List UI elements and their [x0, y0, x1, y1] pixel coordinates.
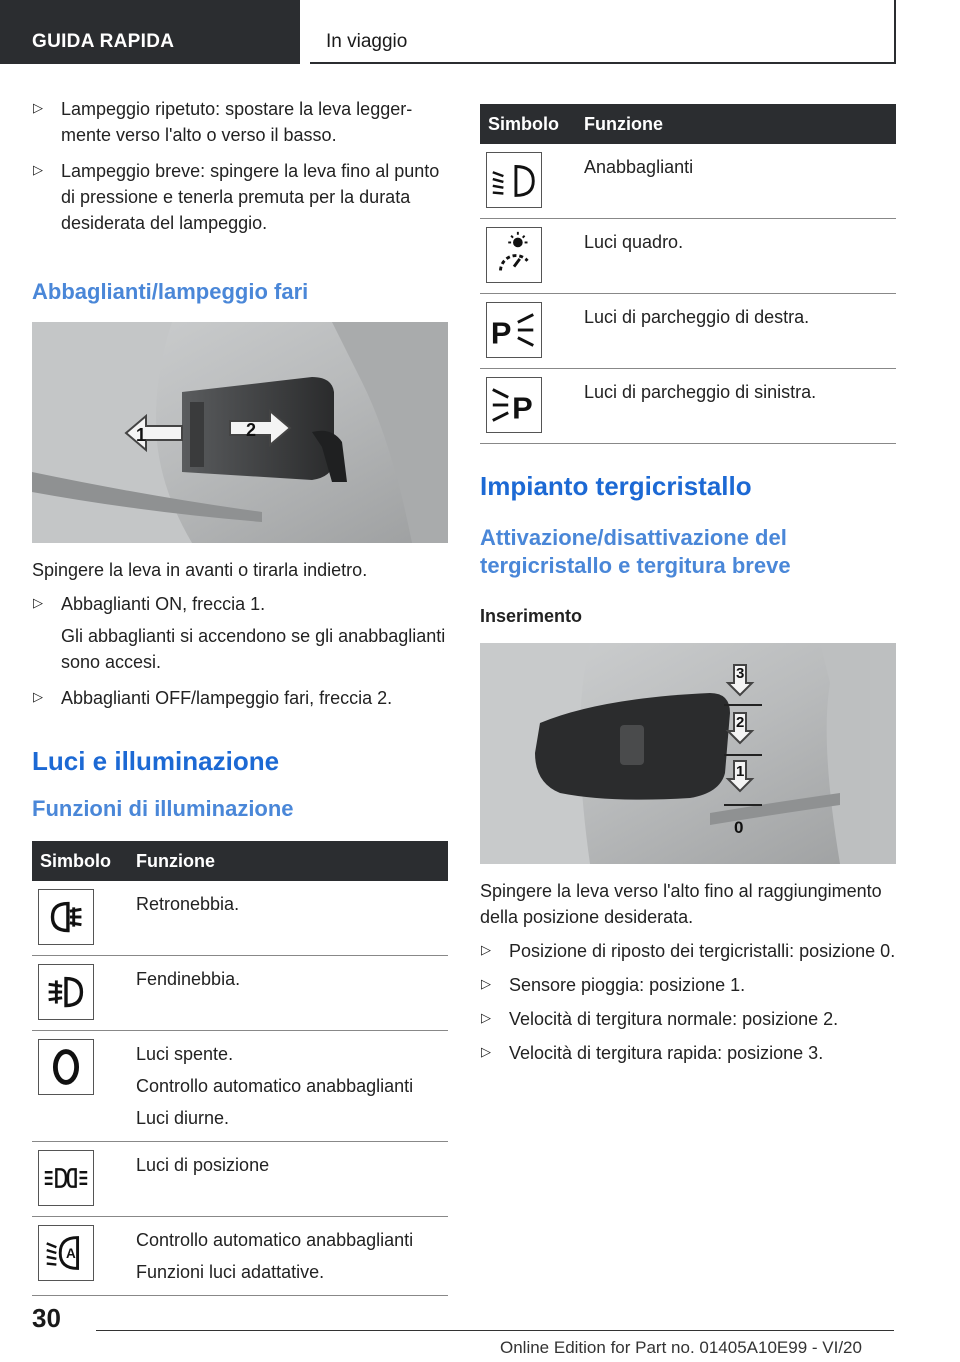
- wiper-lever-photo: [480, 643, 896, 864]
- function-text: Luci di parcheggio di destra.: [584, 307, 810, 327]
- lights-heading: Luci e illuminazione: [32, 746, 280, 776]
- high-beam-heading: Abbaglianti/lampeggio fari: [32, 279, 309, 304]
- list-item: ▷ Lampeggio breve: spingere la leva fino al punto di pressione e tenerla premuta per la durata desiderata del lampeggio.: [32, 158, 448, 236]
- table-row: [480, 294, 896, 369]
- edition-note: Online Edition for Part no. 01405A10E99 - VI/20: [500, 1338, 862, 1357]
- footer-divider: [96, 1330, 894, 1331]
- section-title: GUIDA RAPIDA: [32, 31, 175, 52]
- list-item: ▷ Sensore pioggia: posizione 1.: [480, 972, 896, 998]
- function-text: Funzioni luci adattative.: [136, 1262, 325, 1282]
- table-row: [32, 881, 448, 956]
- table-row: [32, 1142, 448, 1217]
- table-row: [32, 1031, 448, 1142]
- low-beam-icon: [486, 152, 542, 208]
- function-text: Retronebbia.: [136, 894, 240, 914]
- auto-headlight-icon: [38, 1225, 94, 1281]
- list-item: ▷ Abbaglianti OFF/lampeggio fari, freccia 2.: [32, 685, 448, 711]
- list-item-note: Gli abbaglianti si accendono se gli anabbaglianti sono accesi.: [61, 626, 446, 672]
- wiper-subheading: Attivazione/disattivazione del tergicristallo e tergitura breve: [480, 525, 791, 578]
- function-text: Luci di parcheggio di sinistra.: [584, 382, 817, 402]
- page-number: 30: [32, 1303, 61, 1333]
- list-item: [32, 591, 448, 675]
- left-column: [32, 96, 448, 1296]
- list-item: ▷ Lampeggio ripetuto: spostare la leva leggermente verso l'alto o verso il basso.: [32, 96, 448, 148]
- front-fog-light-icon: [38, 964, 94, 1020]
- function-text: Luci spente.: [136, 1044, 234, 1064]
- column-header-symbol: Simbolo: [480, 104, 576, 144]
- lights-subheading: Funzioni di illuminazione: [32, 796, 294, 821]
- function-text: Anabbaglianti: [584, 157, 694, 177]
- column-header-symbol: Simbolo: [32, 841, 128, 881]
- function-text: Luci di posizione: [136, 1155, 270, 1175]
- list-item: ▷ Velocità di tergitura rapida: posizione 3.: [480, 1040, 896, 1066]
- wiper-bullets: [480, 938, 896, 1066]
- function-text: Luci quadro.: [584, 232, 684, 252]
- section-tab: [0, 0, 300, 64]
- instrument-lighting-icon: [486, 227, 542, 283]
- table-row: [480, 369, 896, 444]
- wiper-position-1-label: 1: [736, 763, 745, 780]
- chapter-title: In viaggio: [326, 31, 408, 52]
- wiper-instruction: Spingere la leva verso l'alto fino al raggiungimento della posizione desiderata.: [480, 881, 882, 927]
- chapter-tab: [310, 0, 896, 64]
- high-beam-lever-photo: [32, 322, 448, 543]
- function-text: Controllo automatico anabbaglianti: [136, 1076, 414, 1096]
- lighting-functions-table-continued: [480, 104, 896, 444]
- wiper-position-2-label: 2: [736, 714, 745, 731]
- function-text: Fendinebbia.: [136, 969, 241, 989]
- high-beam-instruction: Spingere la leva in avanti o tirarla indietro.: [32, 560, 368, 580]
- arrow-2-label: 2: [246, 420, 257, 440]
- svg-text:A: A: [65, 1245, 76, 1261]
- column-header-function: Funzione: [576, 104, 896, 144]
- wiper-heading: Impianto tergicristallo: [480, 471, 752, 501]
- svg-text:P: P: [512, 390, 533, 426]
- right-column: [480, 104, 896, 1066]
- lights-off-icon: [38, 1039, 94, 1095]
- lighting-functions-table: [32, 841, 448, 1296]
- list-item-text: Abbaglianti ON, freccia 1.: [61, 594, 266, 614]
- svg-text:P: P: [490, 315, 512, 351]
- arrow-1-label: 1: [136, 425, 147, 445]
- function-text: Controllo automatico anabbaglianti: [136, 1230, 414, 1250]
- table-row: [480, 219, 896, 294]
- list-item: ▷ Velocità di tergitura normale: posizione 2.: [480, 1006, 896, 1032]
- table-row: [32, 1217, 448, 1296]
- flash-bullets: [32, 96, 448, 236]
- right-parking-light-icon: [486, 302, 542, 358]
- position-lights-icon: [38, 1150, 94, 1206]
- table-row: [480, 144, 896, 219]
- wiper-position-0-label: 0: [734, 818, 744, 837]
- column-header-function: Funzione: [128, 841, 448, 881]
- high-beam-bullets: [32, 591, 448, 711]
- list-item: ▷ Posizione di riposto dei tergicristalli: posizione 0.: [480, 938, 896, 964]
- function-text: Luci diurne.: [136, 1108, 230, 1128]
- table-row: [32, 956, 448, 1031]
- insert-heading: Inserimento: [480, 606, 583, 626]
- left-parking-light-icon: [486, 377, 542, 433]
- rear-fog-light-icon: [38, 889, 94, 945]
- wiper-position-3-label: 3: [736, 665, 745, 682]
